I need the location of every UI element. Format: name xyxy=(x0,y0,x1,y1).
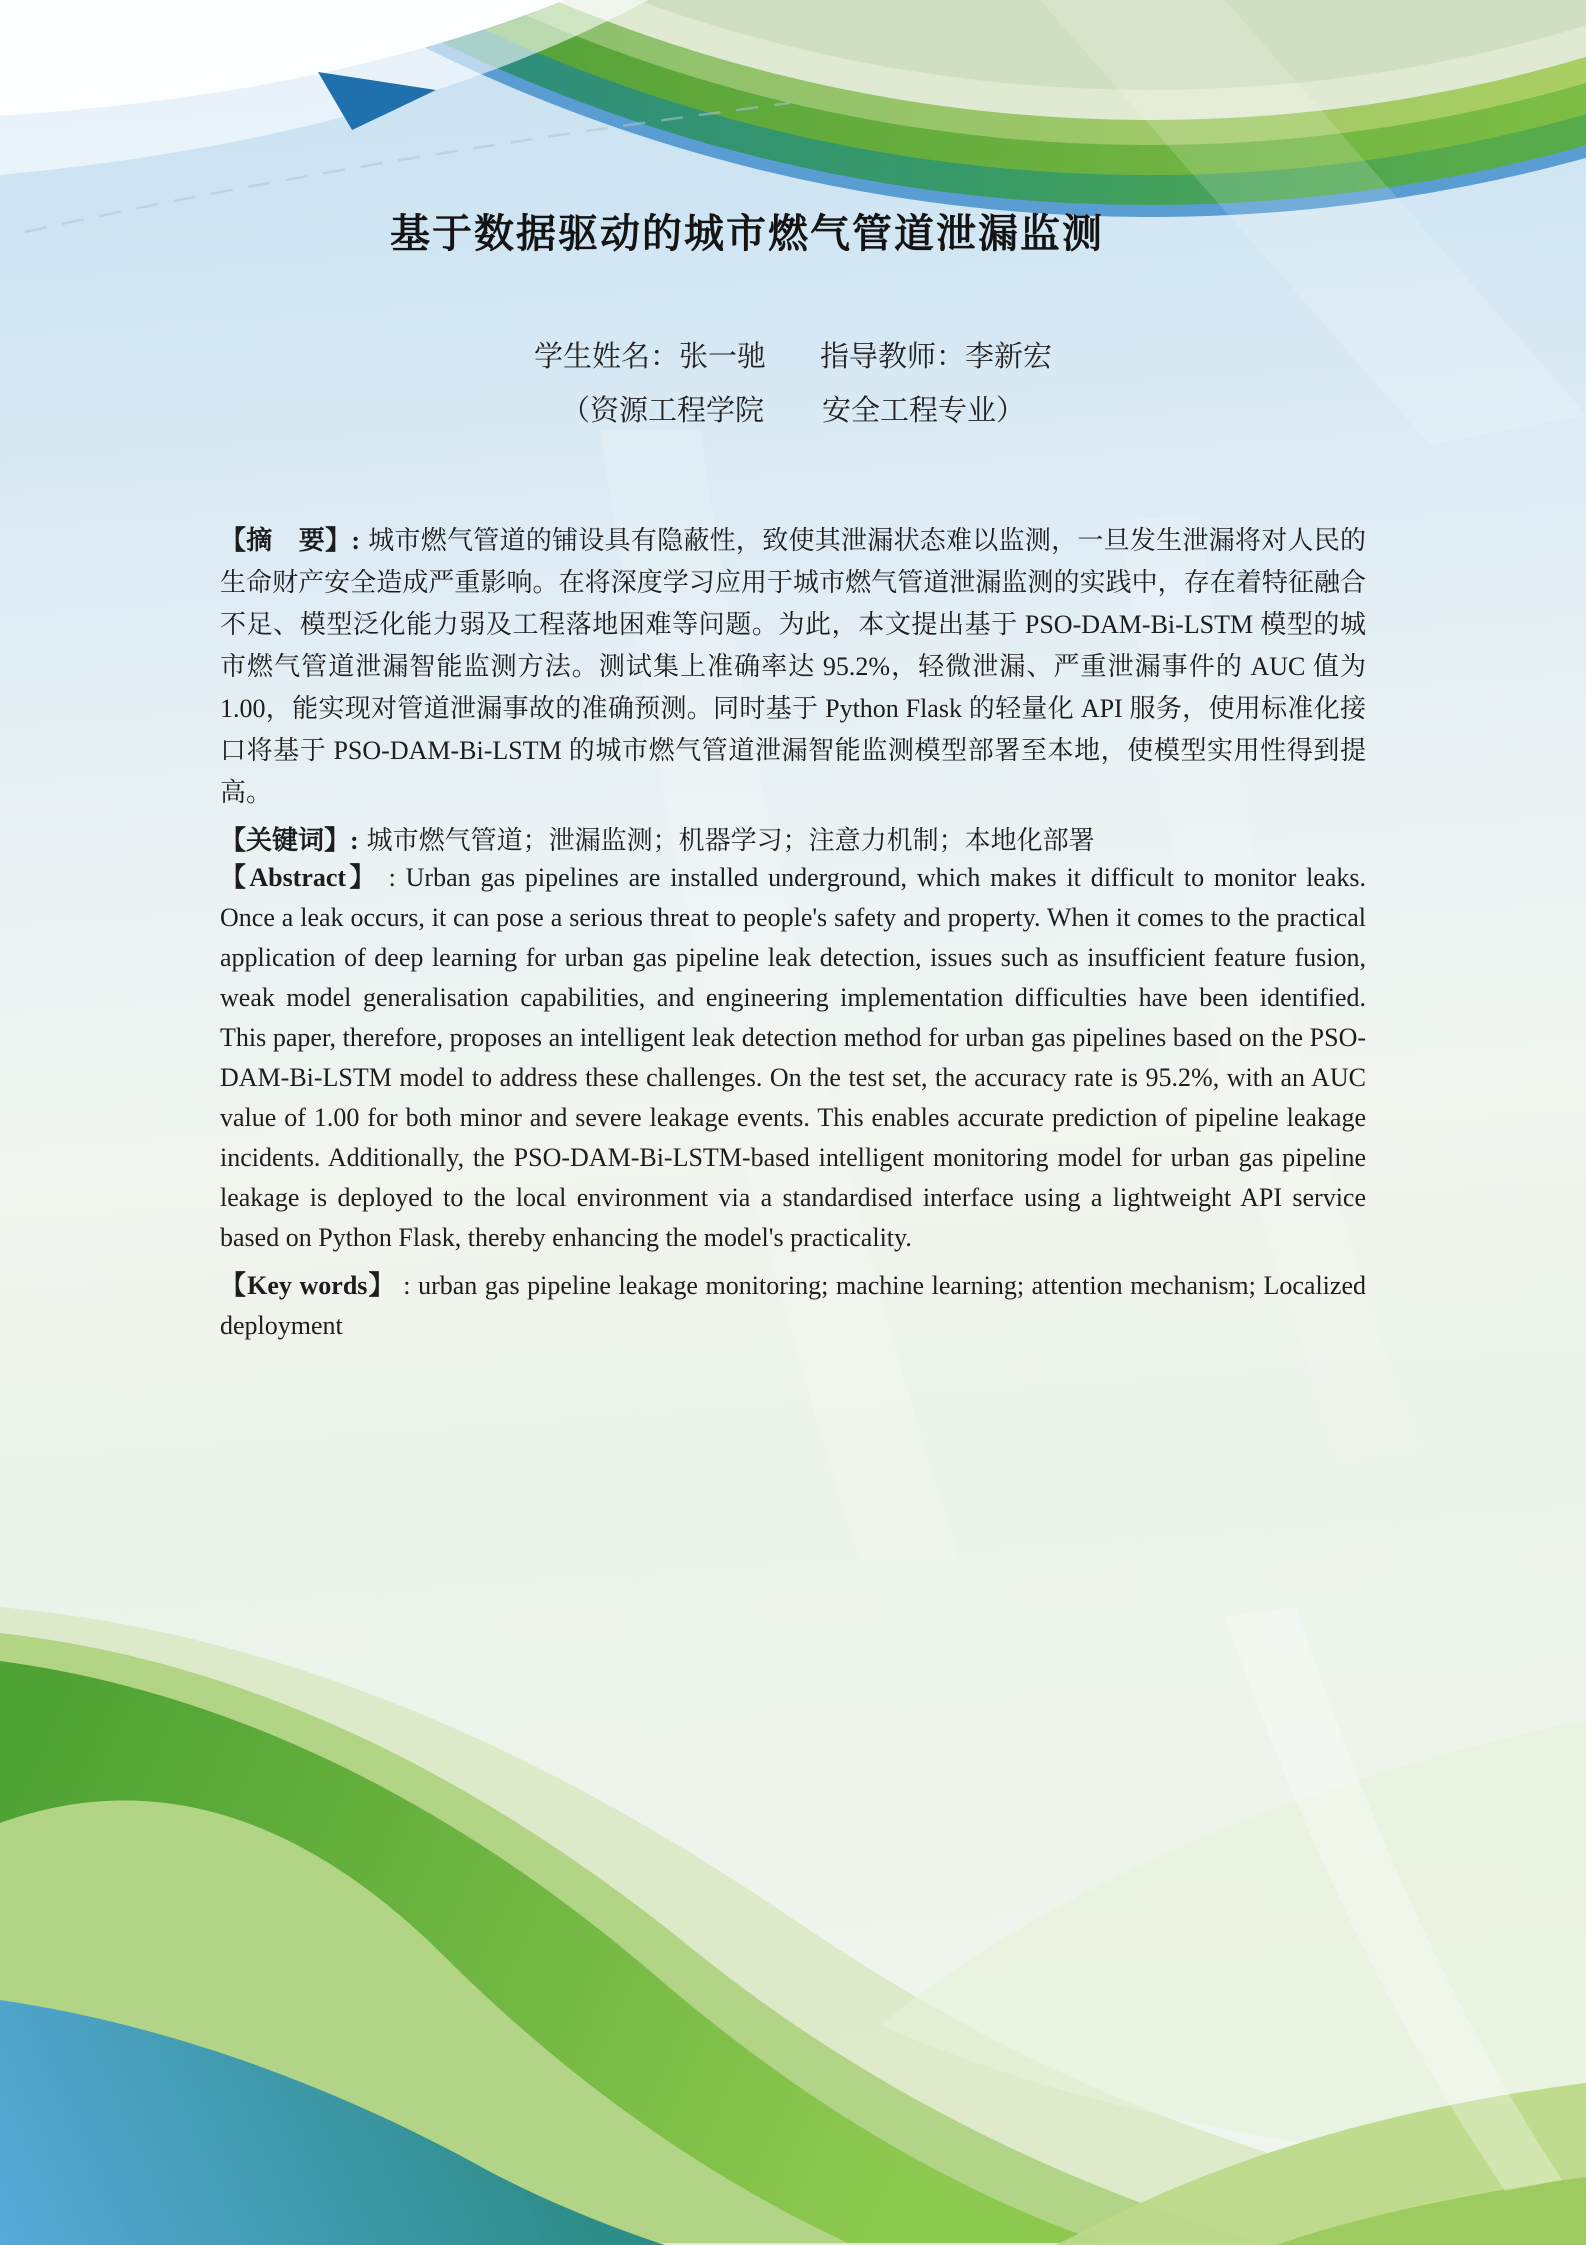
english-keywords-label: 【Key words】 xyxy=(220,1271,396,1300)
english-keywords xyxy=(220,1266,1366,1346)
chinese-abstract xyxy=(220,520,1366,814)
english-abstract-colon: : xyxy=(378,863,406,892)
paper-title: 基于数据驱动的城市燃气管道泄漏监测 xyxy=(390,212,1104,256)
chinese-abstract-block xyxy=(220,520,1366,862)
english-abstract-text: Urban gas pipelines are installed underground, which makes it difficult to monitor leaks. Once a leak occurs, it can pose a serious threat to people's safety and property. When it comes to the practical application of deep learning for urban gas pipeline leak detection, issues such as insufficient feature fusion, weak model generalisation capabilities, and engineering implementation difficulties have been identified. This paper, therefore, proposes an intelligent leak detection method for urban gas pipelines based on the PSO-DAM-Bi-LSTM model to address these challenges. On the test set, the accuracy rate is 95.2%, with an AUC value of 1.00 for both minor and severe leakage events. This enables accurate prediction of pipeline leakage incidents. Additionally, the PSO-DAM-Bi-LSTM-based intelligent monitoring model for urban gas pipeline leakage is deployed to the local environment via a standardised interface using a lightweight API service based on Python Flask, thereby enhancing the model's practicality. xyxy=(220,863,1366,1252)
affiliation-line: （资源工程学院 安全工程专业） xyxy=(560,395,1025,427)
english-keywords-colon: : xyxy=(395,1271,419,1300)
english-abstract-label: 【Abstract】 xyxy=(220,863,379,892)
english-abstract xyxy=(220,858,1366,1258)
bottom-decoration xyxy=(0,1485,1586,2245)
chinese-abstract-label: 【摘 要】: xyxy=(220,526,360,555)
english-abstract-block xyxy=(220,858,1366,1346)
student-label: 学生姓名： xyxy=(533,341,679,373)
chinese-abstract-text: 城市燃气管道的铺设具有隐蔽性，致使其泄漏状态难以监测，一旦发生泄漏将对人民的生命财产安全造成严重影响。在将深度学习应用于城市燃气管道泄漏监测的实践中，存在着特征融合不足、模型泛化能力弱及工程落地困难等问题。为此，本文提出基于 PSO-DAM-Bi-LSTM 模型的城市燃气管道泄漏智能监测方法。测试集上准确率达 95.2%，轻微泄漏、严重泄漏事件的 AUC 值为 1.00，能实现对管道泄漏事故的准确预测。同时基于 Python Flask 的轻量化 API 服务，使用标准化接口将基于 PSO-DAM-Bi-LSTM 的城市燃气管道泄漏智能监测模型部署至本地，使模型实用性得到提高。 xyxy=(220,526,1367,807)
chinese-keywords-text: 城市燃气管道；泄漏监测；机器学习；注意力机制；本地化部署 xyxy=(366,826,1095,855)
student-name: 张一驰 xyxy=(678,341,766,373)
advisor-label: 指导教师： xyxy=(820,341,966,373)
chinese-keywords xyxy=(220,820,1366,862)
chinese-keywords-label: 【关键词】: xyxy=(220,826,359,855)
english-keywords-text: urban gas pipeline leakage monitoring; machine learning; attention mechanism; Localized deployment xyxy=(220,1271,1366,1340)
authors-line xyxy=(0,334,1586,375)
advisor-name: 李新宏 xyxy=(965,341,1053,373)
